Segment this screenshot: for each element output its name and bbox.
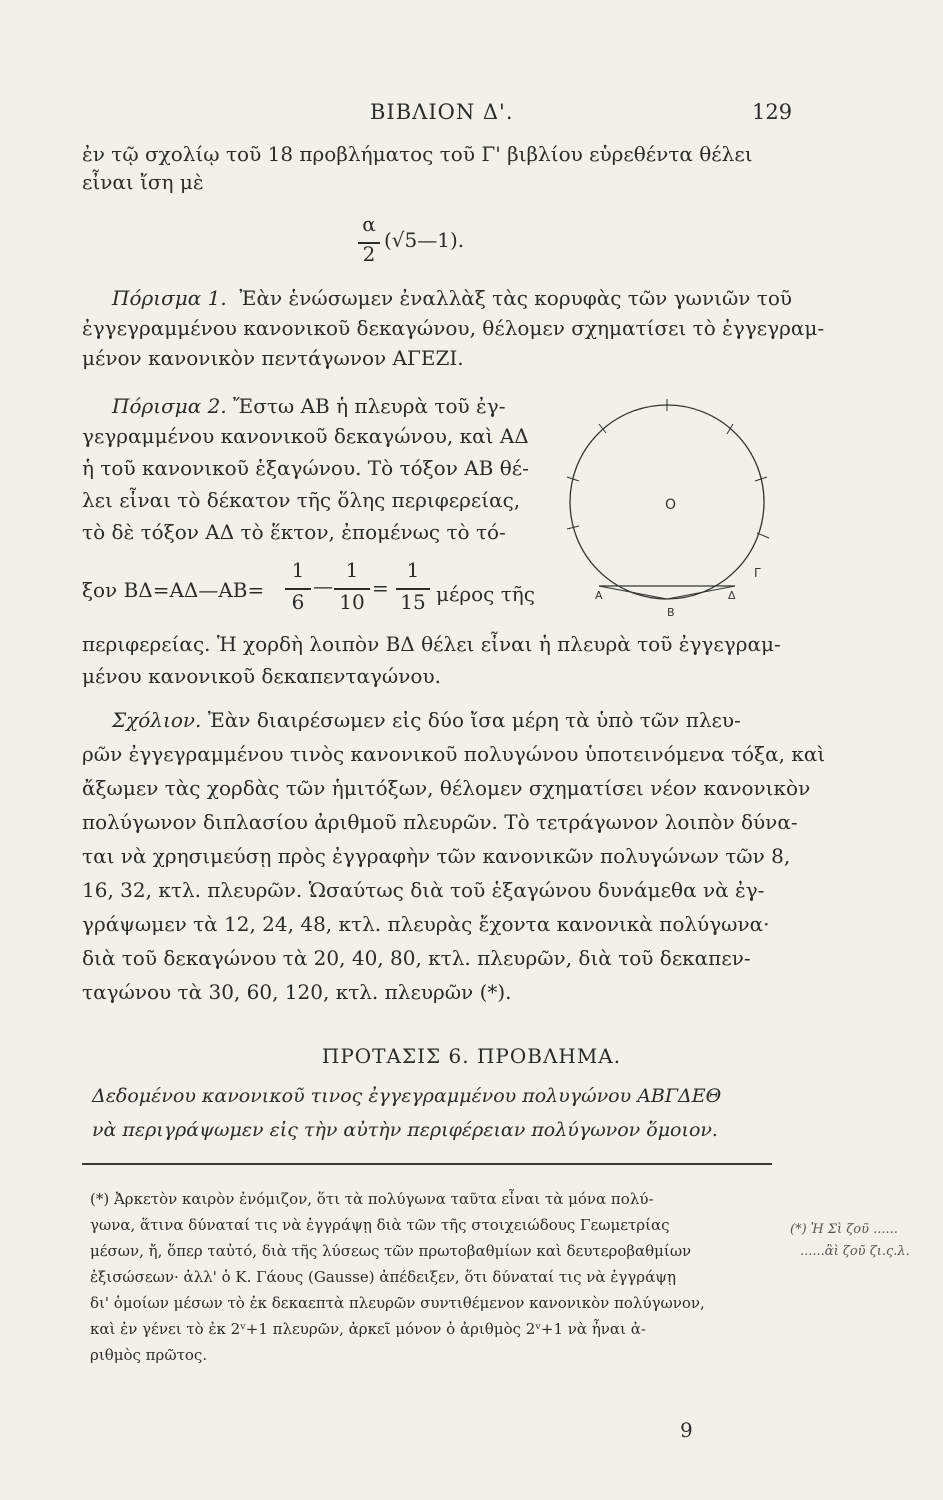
porism1-label [112,284,792,312]
scholium-line-5: ται νὰ χρησιμεύσῃ πρὸς ἐγγραφὴν τῶν κανονικῶν πολυγώνων τῶν 8, [82,844,791,868]
page-number: 129 [752,100,793,124]
footnote-line-1: (*) Ἀρκετὸν καιρὸν ἐνόμιζον, ὅτι τὰ πολύγωνα ταῦτα εἶναι τὰ μόνα πολύ- [90,1190,654,1208]
scholium-line-4: πολύγωνον διπλασίου ἀριθμοῦ πλευρῶν. Τὸ τετράγωνον λοιπὸν δύνα- [82,810,798,834]
signature-mark: 9 [680,1418,693,1442]
scholium-line-8: διὰ τοῦ δεκαγώνου τὰ 20, 40, 80, κτλ. πλευρῶν, διὰ τοῦ δεκαπεν- [82,946,751,970]
porism1-line-2: ἐγγεγραμμένου κανονικοῦ δεκαγώνου, θέλομεν σχηματίσει τὸ ἐγγεγραμ- [82,316,825,340]
proposition-line-1: Δεδομένου κανονικοῦ τινος ἐγγεγραμμένου πολυγώνου ΑΒΓΔΕΘ [92,1085,722,1107]
margin-note-line-1: (*) Ἡ Σὶ ζοῦ ...... [790,1222,898,1237]
porism2-text-1: Ἔστω ΑΒ ἡ πλευρὰ τοῦ ἐγ- [233,394,506,418]
intro-line-2: εἶναι ἴση μὲ [82,170,204,194]
footnote-line-6: καὶ ἐν γένει τὸ ἐκ 2ᵛ+1 πλευρῶν, ἀρκεῖ μόνον ὁ ἀριθμὸς 2ᵛ+1 νὰ ἦναι ἀ- [90,1320,646,1338]
tick-mark [757,533,769,538]
circle-figure [555,380,785,625]
tick-mark [727,424,733,434]
porism2-line-3: ἡ τοῦ κανονικοῦ ἑξαγώνου. Τὸ τόξον ΑΒ θέ- [82,456,529,480]
scholium-line-6: 16, 32, κτλ. πλευρῶν. Ὡσαύτως διὰ τοῦ ἑξαγώνου δυνάμεθα νὰ ἐγ- [82,878,765,902]
equation-equals: = [372,576,389,600]
frac3-den: 15 [400,590,426,614]
porism2-line-4: λει εἶναι τὸ δέκατον τῆς ὅλης περιφερείας, [82,488,521,512]
footnote-line-5: δι' ὁμοίων μέσων τὸ ἐκ δεκαεπτὰ πλευρῶν συντιθέμενον κανονικὸν πολύγωνον, [90,1294,705,1312]
frac1-num: 1 [291,558,305,582]
label-center-o: Ο [665,497,677,513]
formula-numerator: α [362,212,376,236]
label-a: Α [595,589,603,602]
chord-bd [667,586,735,599]
formula-denominator: 2 [362,242,376,266]
footnote-line-3: μέσων, ἤ, ὅπερ ταὐτό, διὰ τῆς λύσεως τῶν πρωτοβαθμίων καὶ δευτεροβαθμίων [90,1242,692,1260]
frac1-den: 6 [291,590,305,614]
label-d: Δ [728,589,736,602]
intro-line-1: ἐν τῷ σχολίῳ τοῦ 18 προβλήματος τοῦ Γ' βιβλίου εὑρεθέντα θέλει [82,142,753,166]
porism2-title: Πόρισμα 2. [112,394,227,418]
footnote-line-4: ἐξισώσεων· ἀλλ' ὁ Κ. Γάους (Gausse) ἀπέδειξεν, ὅτι δύναταί τις νὰ ἐγγράψῃ [90,1268,676,1286]
scholium-line-9: ταγώνου τὰ 30, 60, 120, κτλ. πλευρῶν (*). [82,980,512,1004]
scholium-line-2: ρῶν ἐγγεγραμμένου τινὸς κανονικοῦ πολυγώνου ὑποτεινόμενα τόξα, καὶ [82,742,826,766]
footnote-rule [82,1163,772,1165]
frac2-num: 1 [345,558,359,582]
equation-prefix: ξον ΒΔ=ΑΔ—ΑΒ= [82,578,265,602]
proposition-heading: ΠΡΟΤΑΣΙΣ 6. ΠΡΟΒΛΗΜΑ. [321,1044,622,1068]
footnote-line-2: γωνα, ἅτινα δύναταί τις νὰ ἐγγράψῃ διὰ τῶν τῆς στοιχειώδους Γεωμετρίας [90,1216,670,1234]
porism2-line-7: περιφερείας. Ἡ χορδὴ λοιπὸν ΒΔ θέλει εἶναι ἡ πλευρὰ τοῦ ἐγγεγραμ- [82,632,781,656]
scholium-text-1: Ἐὰν διαιρέσωμεν εἰς δύο ἴσα μέρη τὰ ὑπὸ τῶν πλευ- [207,708,741,732]
scholium-first-line [112,706,741,734]
porism2-line-5: τὸ δὲ τόξον ΑΔ τὸ ἕκτον, ἐπομένως τὸ τό- [82,520,506,544]
porism2-line-2: γεγραμμένου κανονικοῦ δεκαγώνου, καὶ ΑΔ [82,424,529,448]
porism1-text-1: Ἐὰν ἑνώσωμεν ἐναλλὰξ τὰς κορυφὰς τῶν γωνιῶν τοῦ [239,286,793,310]
porism1-line-3: μένον κανονικὸν πεντάγωνον ΑΓΕΖΙ. [82,346,464,370]
equation-minus: — [313,574,333,598]
scholium-line-3: ἄξωμεν τὰς χορδὰς τῶν ἡμιτόξων, θέλομεν σχηματίσει νέον κανονικὸν [82,776,811,800]
chord-ab [599,586,667,599]
margin-note-line-2: ......ἂὶ ζοῦ ζι.ς.λ. [800,1244,910,1259]
equation-suffix: μέρος τῆς [436,582,535,606]
porism1-title: Πόρισμα 1. [112,286,227,310]
running-header: ΒΙΒΛΙΟΝ Δ'. [370,100,514,124]
porism2-line-8: μένου κανονικοῦ δεκαπενταγώνου. [82,664,441,688]
proposition-line-2: νὰ περιγράψωμεν εἰς τὴν αὐτὴν περιφέρειαν πολύγωνον ὅμοιον. [92,1119,718,1141]
frac2-den: 10 [339,590,365,614]
scholium-title: Σχόλιον. [112,708,202,732]
label-g: Γ [754,566,761,580]
frac3-num: 1 [406,558,420,582]
porism2-first-line [112,392,505,420]
label-b: Β [667,606,675,619]
formula-expression: (√5—1). [384,228,465,252]
footnote-line-7: ριθμὸς πρῶτος. [90,1346,208,1364]
scholium-line-7: γράψωμεν τὰ 12, 24, 48, κτλ. πλευρὰς ἔχοντα κανονικὰ πολύγωνα· [82,912,770,936]
